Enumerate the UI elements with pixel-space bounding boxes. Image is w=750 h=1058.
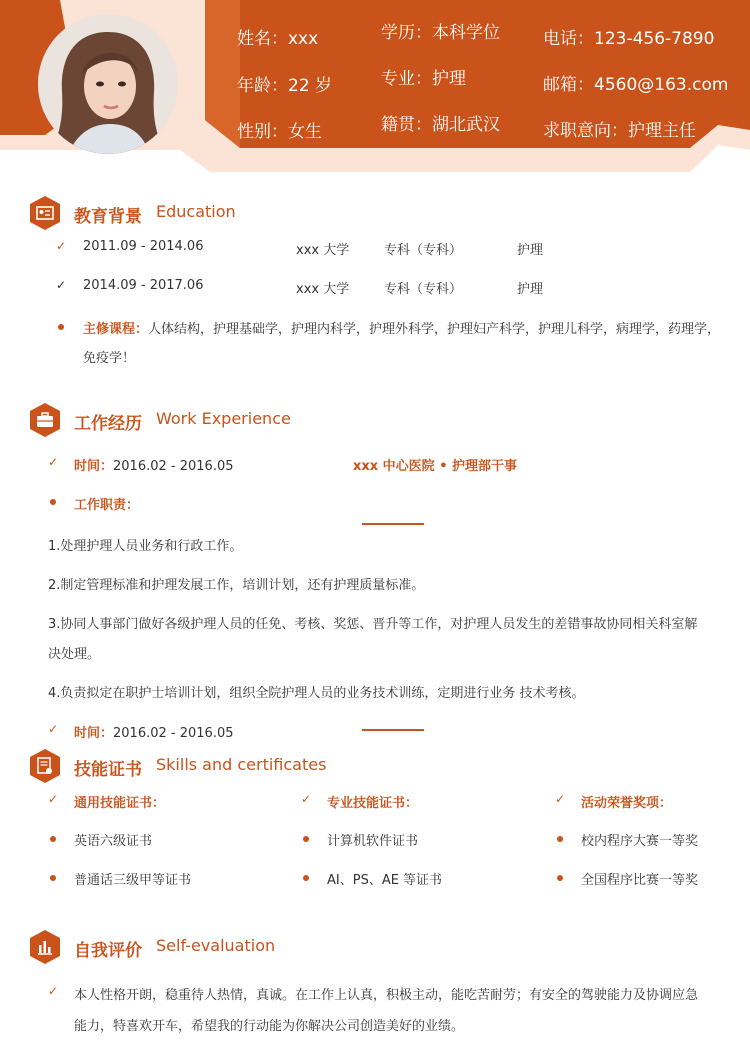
self-line1: 本人性格开朗，稳重待人热情，真诚。在工作上认真，积极主动，能吃苦耐劳；有安全的驾驶能力及协调应急	[74, 988, 699, 1003]
bullet-dot	[50, 836, 56, 842]
id-card-icon	[30, 196, 60, 230]
edu-level: 专科（专科）	[384, 282, 463, 297]
courses-label: 主修课程：	[83, 322, 149, 337]
certificate-icon	[30, 749, 60, 783]
header-gender: 性别：女生	[237, 122, 322, 142]
divider-bar	[362, 523, 424, 525]
profile-photo	[38, 14, 178, 154]
skill-item: 英语六级证书	[74, 834, 153, 849]
header-phone: 电话：123-456-7890	[543, 29, 715, 49]
time-label: 时间：	[74, 459, 114, 474]
edu-period: 2011.09 - 2014.06	[83, 239, 204, 254]
self-title-en: Self-evaluation	[156, 936, 276, 955]
header-age: 年龄：22 岁	[237, 76, 333, 96]
duty-item: 决处理。	[48, 647, 101, 662]
work-title: 工作经历	[74, 414, 142, 434]
edu-school: xxx 大学	[296, 282, 350, 297]
self-line2: 能力，特喜欢开车，希望我的行动能为你解决公司创造美好的业绩。	[74, 1019, 465, 1034]
duty-item: 3.协同人事部门做好各级护理人员的任免、考核、奖惩、晋升等工作，对护理人员发生的差错事故协同相关科室解	[48, 617, 698, 632]
skill-item: 全国程序比赛一等奖	[581, 873, 699, 888]
work-org: xxx 中心医院 • 护理部干事	[353, 459, 518, 474]
bar-chart-icon	[30, 930, 60, 964]
courses-line2: 免疫学！	[83, 351, 136, 366]
duty-item: 2.制定管理标准和护理发展工作，培训计划，还有护理质量标准。	[48, 578, 425, 593]
bullet-dot	[50, 499, 56, 505]
skills-title-en: Skills and certificates	[156, 755, 327, 774]
edu-level: 专科（专科）	[384, 243, 463, 258]
bullet-dot	[50, 875, 56, 881]
skill-item: 校内程序大赛一等奖	[581, 834, 699, 849]
check-icon: ✓	[48, 792, 59, 806]
skill-item: 计算机软件证书	[327, 834, 419, 849]
courses-line	[83, 318, 720, 337]
check-icon: ✓	[555, 792, 566, 806]
skills-title: 技能证书	[74, 760, 142, 780]
skill-item: 普通话三级甲等证书	[74, 873, 192, 888]
skills-col1-heading: 通用技能证书：	[74, 796, 166, 811]
edu-period: 2014.09 - 2017.06	[83, 278, 204, 293]
header-email: 邮箱：4560@163.com	[543, 75, 729, 95]
education-title: 教育背景	[74, 207, 142, 227]
bullet-dot	[557, 836, 563, 842]
briefcase-icon	[30, 403, 60, 437]
bullet-dot	[303, 875, 309, 881]
work-time	[74, 455, 234, 474]
check-icon: ✓	[56, 239, 67, 253]
time-value: 2016.02 - 2016.05	[113, 459, 234, 474]
time-value: 2016.02 - 2016.05	[113, 726, 234, 741]
courses-text: 人体结构，护理基础学，护理内科学，护理外科学，护理妇产科学，护理儿科学，病理学，药理学，	[148, 322, 721, 337]
work-time-2	[74, 722, 234, 741]
check-icon: ✓	[48, 722, 59, 736]
education-title-en: Education	[156, 202, 236, 221]
skill-item: AI、PS、AE 等证书	[327, 873, 443, 888]
check-icon: ✓	[48, 455, 59, 469]
edu-major: 护理	[517, 282, 544, 297]
header-major: 专业：护理	[381, 69, 466, 89]
bullet-dot	[557, 875, 563, 881]
edu-school: xxx 大学	[296, 243, 350, 258]
check-icon: ✓	[301, 792, 312, 806]
self-title: 自我评价	[74, 941, 142, 961]
edu-major: 护理	[517, 243, 544, 258]
header-hometown: 籍贯：湖北武汉	[381, 115, 500, 135]
check-icon: ✓	[48, 984, 59, 998]
duty-item: 1.处理护理人员业务和行政工作。	[48, 539, 243, 554]
bullet-dot	[58, 324, 64, 330]
header-objective: 求职意向：护理主任	[543, 121, 696, 141]
header-education: 学历：本科学位	[381, 23, 500, 43]
bullet-dot	[303, 836, 309, 842]
skills-col2-heading: 专业技能证书：	[327, 796, 419, 811]
time-label: 时间：	[74, 726, 114, 741]
check-icon: ✓	[56, 278, 67, 292]
duty-item: 4.负责拟定在职护士培训计划，组织全院护理人员的业务技术训练，定期进行业务 技术考核。	[48, 686, 585, 701]
work-title-en: Work Experience	[156, 409, 291, 428]
divider-bar	[362, 729, 424, 731]
skills-col3-heading: 活动荣誉奖项：	[581, 796, 673, 811]
header-name: 姓名：xxx	[237, 29, 319, 49]
duties-label: 工作职责：	[74, 498, 140, 513]
